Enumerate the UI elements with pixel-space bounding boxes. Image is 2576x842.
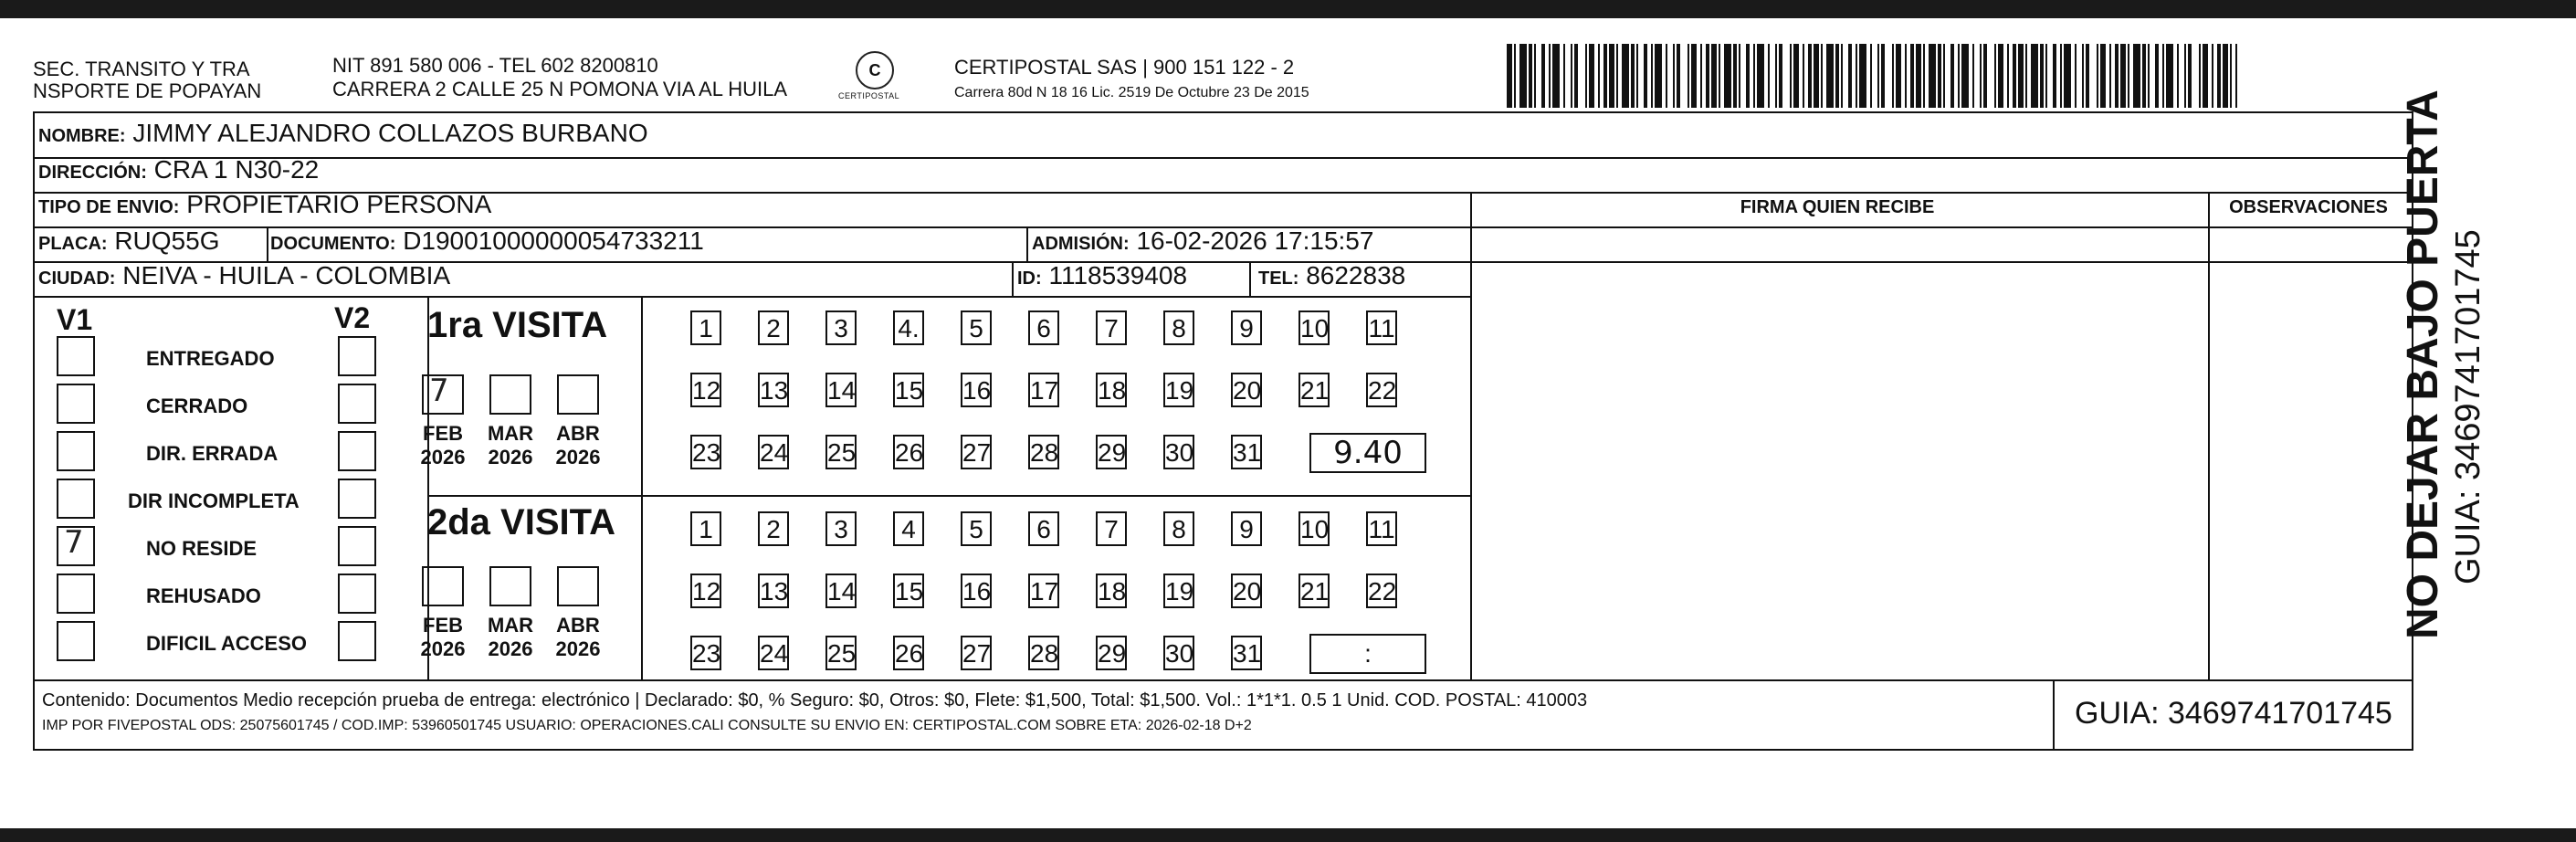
v2-checkbox[interactable] [338, 336, 376, 376]
barcode-bar [1636, 44, 1638, 108]
month-label [478, 422, 542, 469]
barcode-bar [1719, 44, 1720, 108]
barcode-bar [2060, 44, 2062, 108]
v1-checkbox[interactable] [57, 384, 95, 424]
day-box[interactable]: 16 [961, 574, 992, 608]
v1-checkbox[interactable] [57, 336, 95, 376]
documento-field [270, 226, 704, 258]
day-box[interactable]: 4. [893, 310, 924, 345]
visit-time-box[interactable]: 9.40 [1309, 433, 1426, 473]
day-box[interactable]: 14 [825, 574, 857, 608]
barcode-bar [1790, 44, 1792, 108]
barcode-bar [2115, 44, 2119, 108]
barcode-bar [1733, 44, 1737, 108]
day-box[interactable]: 25 [825, 636, 857, 670]
month-label [411, 614, 475, 661]
barcode-bar [1881, 44, 1885, 108]
status-option-label: CERRADO [146, 395, 248, 417]
carrier-name: CERTIPOSTAL SAS | 900 151 122 - 2 [954, 56, 1295, 79]
month-label [411, 422, 475, 469]
barcode-bar [1563, 44, 1565, 108]
barcode-bar [1739, 44, 1740, 108]
tel-field [1258, 261, 1405, 293]
direccion-field [38, 155, 319, 187]
month-checkbox[interactable] [422, 374, 464, 415]
barcode-bar [2188, 44, 2192, 108]
barcode-bar [1757, 44, 1764, 108]
v2-checkbox[interactable] [338, 431, 376, 471]
day-box[interactable]: 24 [758, 636, 789, 670]
month-year: 2026 [420, 446, 466, 468]
month-year: 2026 [555, 637, 601, 660]
direccion-label: DIRECCIÓN: [38, 163, 147, 183]
day-box[interactable]: 21 [1299, 574, 1330, 608]
barcode-bar [1673, 44, 1675, 108]
barcode-bar [1943, 44, 1945, 108]
v2-checkbox[interactable] [338, 621, 376, 661]
barcode-bar [2142, 44, 2146, 108]
v1-no-reside-mark: 7 [64, 524, 84, 561]
day-box[interactable]: 11 [1366, 511, 1397, 546]
barcode-bar [1603, 44, 1607, 108]
barcode-bar [2230, 44, 2232, 108]
barcode-bar [2109, 44, 2111, 108]
month-name: FEB [423, 422, 463, 445]
barcode-bar [2097, 44, 2098, 108]
footer-print-line: IMP POR FIVEPOSTAL ODS: 25075601745 / COD.IMP: 53960501745 USUARIO: OPERACIONES.CALI CONSULTE SU ENVIO EN: CERTIPOSTAL.COM SOBRE ETA: 2026-02-18 D+2 [42, 718, 1252, 733]
day-box[interactable]: 23 [690, 435, 721, 469]
day-box[interactable]: 9 [1231, 310, 1262, 345]
barcode-bar [2031, 44, 2038, 108]
barcode-bar [1631, 44, 1635, 108]
barcode-bar [2199, 44, 2201, 108]
barcode-bar [2013, 44, 2016, 108]
day-box[interactable]: 12 [690, 574, 721, 608]
carrier-license: Carrera 80d N 18 16 Lic. 2519 De Octubre 23 De 2015 [954, 85, 1309, 100]
barcode-bar [1910, 44, 1914, 108]
day-box[interactable]: 27 [961, 435, 992, 469]
tel-value: 8622838 [1306, 261, 1406, 289]
day-box[interactable]: 1 [690, 511, 721, 546]
side-guia: GUIA: 3469741701745 [2449, 229, 2487, 584]
barcode-bar [1677, 44, 1680, 108]
day-box[interactable]: 24 [758, 435, 789, 469]
day-box[interactable]: 29 [1096, 435, 1127, 469]
barcode-bar [2148, 44, 2150, 108]
day-box[interactable]: 27 [961, 636, 992, 670]
logo-text: CERTIPOSTAL [838, 91, 900, 100]
barcode-bar [2166, 44, 2173, 108]
barcode-bar [2133, 44, 2140, 108]
day-box[interactable]: 19 [1163, 373, 1194, 407]
barcode-bar [1814, 44, 1819, 108]
barcode-bar [1972, 44, 1974, 108]
barcode-bar [1859, 44, 1866, 108]
barcode-bar [1916, 44, 1921, 108]
firma-header: FIRMA QUIEN RECIBE [1740, 197, 1935, 217]
day-box[interactable]: 28 [1028, 636, 1059, 670]
barcode-bar [1585, 44, 1587, 108]
month-label [478, 614, 542, 661]
month-checkbox[interactable] [422, 566, 464, 606]
day-box[interactable]: 2 [758, 310, 789, 345]
day-box[interactable]: 22 [1366, 574, 1397, 608]
barcode-bar [2007, 44, 2009, 108]
status-option-label: REHUSADO [146, 584, 261, 607]
month-name: MAR [487, 422, 534, 445]
barcode-bar [1775, 44, 1777, 108]
barcode-bar [1571, 44, 1572, 108]
barcode-bar [1905, 44, 1907, 108]
day-box[interactable]: 26 [893, 636, 924, 670]
v1-checkbox[interactable] [57, 479, 95, 519]
barcode-bar [1892, 44, 1894, 108]
day-box[interactable]: 26 [893, 435, 924, 469]
month-checkbox[interactable] [489, 374, 531, 415]
barcode-bar [2018, 44, 2024, 108]
issuer-line-1: SEC. TRANSITO Y TRA [33, 58, 250, 80]
barcode-bar [1929, 44, 1936, 108]
nombre-value: JIMMY ALEJANDRO COLLAZOS BURBANO [132, 119, 648, 147]
day-box[interactable]: 3 [825, 511, 857, 546]
barcode-bar [1835, 44, 1839, 108]
day-box[interactable]: 29 [1096, 636, 1127, 670]
barcode-bar [1938, 44, 1941, 108]
barcode-bar [1950, 44, 1954, 108]
top-scan-edge [0, 0, 2576, 18]
day-box[interactable]: 20 [1231, 574, 1262, 608]
barcode-bar [1711, 44, 1717, 108]
v2-label: V2 [334, 301, 371, 334]
month-label [546, 614, 610, 661]
barcode-bar [2162, 44, 2164, 108]
barcode-bar [1877, 44, 1879, 108]
barcode-bar [1534, 44, 1536, 108]
tel-label: TEL: [1258, 268, 1299, 289]
barcode-bar [1808, 44, 1812, 108]
barcode-bar [1841, 44, 1843, 108]
barcode-bar [1514, 44, 1516, 108]
v2-checkbox[interactable] [338, 384, 376, 424]
barcode-bar [2075, 44, 2077, 108]
visit-time-box[interactable]: : [1309, 634, 1426, 674]
status-option-label: ENTREGADO [146, 347, 275, 370]
day-box[interactable]: 31 [1231, 636, 1262, 670]
nombre-label: NOMBRE: [38, 126, 126, 146]
barcode-bar [1779, 44, 1782, 108]
day-box[interactable]: 1 [690, 310, 721, 345]
day-box[interactable]: 8 [1163, 310, 1194, 345]
admision-field [1032, 226, 1373, 258]
month-checkbox[interactable] [489, 566, 531, 606]
barcode-bar [1541, 44, 1545, 108]
tipo-envio-label: TIPO DE ENVIO: [38, 197, 180, 217]
barcode-bar [1589, 44, 1594, 108]
day-box[interactable]: 25 [825, 435, 857, 469]
id-value: 1118539408 [1048, 261, 1188, 289]
barcode-bar [1724, 44, 1731, 108]
barcode-bar [2155, 44, 2159, 108]
barcode-bar [2120, 44, 2126, 108]
barcode-bar [1574, 44, 1578, 108]
barcode-bar [1896, 44, 1901, 108]
day-box[interactable]: 11 [1366, 310, 1397, 345]
barcode-bar [1507, 44, 1512, 108]
second-visit-title: 2da VISITA [427, 502, 615, 542]
barcode-bar [1923, 44, 1925, 108]
status-option-label: DIR INCOMPLETA [128, 489, 300, 512]
barcode-bar [1793, 44, 1799, 108]
barcode-bar [1994, 44, 1996, 108]
barcode-bar [1753, 44, 1755, 108]
month-label [546, 422, 610, 469]
barcode-bar [1616, 44, 1618, 108]
barcode-bar [1691, 44, 1697, 108]
observaciones-header: OBSERVACIONES [2229, 197, 2388, 217]
first-visit-title: 1ra VISITA [427, 305, 608, 345]
barcode-bar [1622, 44, 1629, 108]
day-box[interactable]: 9 [1231, 511, 1262, 546]
barcode-bar [1598, 44, 1600, 108]
barcode-bar [2086, 44, 2089, 108]
placa-label: PLACA: [38, 234, 108, 254]
barcode-bar [1655, 44, 1662, 108]
month-year: 2026 [488, 446, 533, 468]
barcode-bar [1870, 44, 1872, 108]
barcode-bar [1666, 44, 1667, 108]
day-box[interactable]: 19 [1163, 574, 1194, 608]
id-field [1017, 261, 1187, 293]
month-year: 2026 [420, 637, 466, 660]
day-box[interactable]: 10 [1299, 511, 1330, 546]
bottom-scan-edge [0, 828, 2576, 842]
day-box[interactable]: 13 [758, 574, 789, 608]
month-year: 2026 [488, 637, 533, 660]
day-box[interactable]: 6 [1028, 310, 1059, 345]
barcode-bar [1529, 44, 1532, 108]
v2-checkbox[interactable] [338, 479, 376, 519]
barcode-bar [2128, 44, 2129, 108]
v1-label: V1 [57, 303, 93, 336]
day-box[interactable]: 5 [961, 310, 992, 345]
address-line: CARRERA 2 CALLE 25 N POMONA VIA AL HUILA [332, 78, 788, 100]
month-mark: 7 [429, 373, 449, 409]
barcode-bar [1961, 44, 1969, 108]
barcode-bar [1856, 44, 1857, 108]
barcode-bar [1998, 44, 2003, 108]
month-checkbox[interactable] [557, 566, 599, 606]
v2-checkbox[interactable] [338, 526, 376, 566]
day-box[interactable]: 18 [1096, 373, 1127, 407]
barcode-bar [1519, 44, 1527, 108]
day-box[interactable]: 31 [1231, 435, 1262, 469]
barcode-bar [2100, 44, 2106, 108]
month-name: FEB [423, 614, 463, 637]
barcode-bar [2223, 44, 2228, 108]
barcode-bar [1803, 44, 1804, 108]
barcode-bar [2082, 44, 2084, 108]
admision-label: ADMISIÓN: [1032, 234, 1130, 254]
barcode-bar [2064, 44, 2071, 108]
day-box[interactable]: 3 [825, 310, 857, 345]
documento-value: D19001000000054733211 [403, 226, 704, 255]
day-box[interactable]: 15 [893, 574, 924, 608]
day-box[interactable]: 22 [1366, 373, 1397, 407]
placa-value: RUQ55G [114, 226, 220, 255]
tipo-envio-value: PROPIETARIO PERSONA [186, 190, 492, 218]
barcode-bar [1826, 44, 1834, 108]
certipostal-logo-icon: C [856, 51, 894, 89]
day-box[interactable]: 15 [893, 373, 924, 407]
nit-line: NIT 891 580 006 - TEL 602 8200810 [332, 54, 658, 77]
barcode-bar [1688, 44, 1689, 108]
day-box[interactable]: 14 [825, 373, 857, 407]
footer-content-line: Contenido: Documentos Medio recepción prueba de entrega: electrónico | Declarado: $0, % Seguro: $0, Otros: $0, Flete: $1,500, Total: $1,500. Vol.: 1*1*1. 0.5 1 Unid. COD. POSTAL: 410003 [42, 690, 1588, 710]
barcode-bar [2212, 44, 2213, 108]
day-box[interactable]: 2 [758, 511, 789, 546]
placa-field [38, 226, 219, 258]
barcode-bar [1644, 44, 1647, 108]
barcode-bar [2184, 44, 2186, 108]
barcode-bar [2040, 44, 2044, 108]
barcode-bar [1549, 44, 1551, 108]
ciudad-value: NEIVA - HUILA - COLOMBIA [122, 261, 451, 289]
day-box[interactable]: 28 [1028, 435, 1059, 469]
status-option-label: DIFICIL ACCESO [146, 632, 308, 655]
month-name: ABR [556, 422, 600, 445]
documento-label: DOCUMENTO: [270, 234, 396, 254]
issuer-line-2: NSPORTE DE POPAYAN [33, 79, 262, 102]
day-box[interactable]: 13 [758, 373, 789, 407]
barcode-bar [1651, 44, 1653, 108]
barcode-bar [1980, 44, 1982, 108]
day-box[interactable]: 30 [1163, 435, 1194, 469]
v2-checkbox[interactable] [338, 574, 376, 614]
barcode-bar [2045, 44, 2047, 108]
status-option-label: NO RESIDE [146, 537, 258, 560]
barcode-bar [1609, 44, 1614, 108]
barcode-icon [1507, 44, 2237, 108]
month-name: ABR [556, 614, 600, 637]
barcode-bar [1821, 44, 1823, 108]
direccion-value: CRA 1 N30-22 [153, 155, 320, 184]
barcode-bar [2177, 44, 2179, 108]
admision-value: 16-02-2026 17:15:57 [1136, 226, 1374, 255]
ciudad-field [38, 261, 450, 293]
day-box[interactable]: 18 [1096, 574, 1127, 608]
barcode-bar [2025, 44, 2027, 108]
barcode-bar [1983, 44, 1987, 108]
barcode-bar [1958, 44, 1960, 108]
barcode-bar [2053, 44, 2056, 108]
barcode-bar [1848, 44, 1852, 108]
barcode-bar [2235, 44, 2237, 108]
day-box[interactable]: 7 [1096, 310, 1127, 345]
footer-guia: GUIA: 3469741701745 [2075, 696, 2392, 731]
nombre-field [38, 119, 648, 151]
barcode-bar [1700, 44, 1702, 108]
id-label: ID: [1017, 268, 1042, 289]
v1-checkbox[interactable] [57, 621, 95, 661]
day-box[interactable]: 17 [1028, 373, 1059, 407]
day-box[interactable]: 21 [1299, 373, 1330, 407]
month-year: 2026 [555, 446, 601, 468]
day-box[interactable]: 16 [961, 373, 992, 407]
day-box[interactable]: 5 [961, 511, 992, 546]
day-box[interactable]: 6 [1028, 511, 1059, 546]
v1-checkbox[interactable] [57, 431, 95, 471]
month-checkbox[interactable] [557, 374, 599, 415]
ciudad-label: CIUDAD: [38, 268, 116, 289]
day-box[interactable]: 10 [1299, 310, 1330, 345]
day-box[interactable]: 12 [690, 373, 721, 407]
day-box[interactable]: 7 [1096, 511, 1127, 546]
v1-checkbox[interactable] [57, 574, 95, 614]
month-name: MAR [487, 614, 534, 637]
day-box[interactable]: 20 [1231, 373, 1262, 407]
barcode-bar [1768, 44, 1770, 108]
day-box[interactable]: 17 [1028, 574, 1059, 608]
status-option-label: DIR. ERRADA [146, 442, 279, 465]
barcode-bar [2217, 44, 2221, 108]
barcode-bar [1552, 44, 1560, 108]
day-box[interactable]: 8 [1163, 511, 1194, 546]
barcode-bar [1746, 44, 1750, 108]
day-box[interactable]: 4 [893, 511, 924, 546]
barcode-bar [1706, 44, 1709, 108]
day-box[interactable]: 23 [690, 636, 721, 670]
tipo-envio-field [38, 190, 491, 222]
barcode-bar [2203, 44, 2208, 108]
no-dejar-bajo-puerta: NO DEJAR BAJO PUERTA [2399, 89, 2447, 639]
day-box[interactable]: 30 [1163, 636, 1194, 670]
